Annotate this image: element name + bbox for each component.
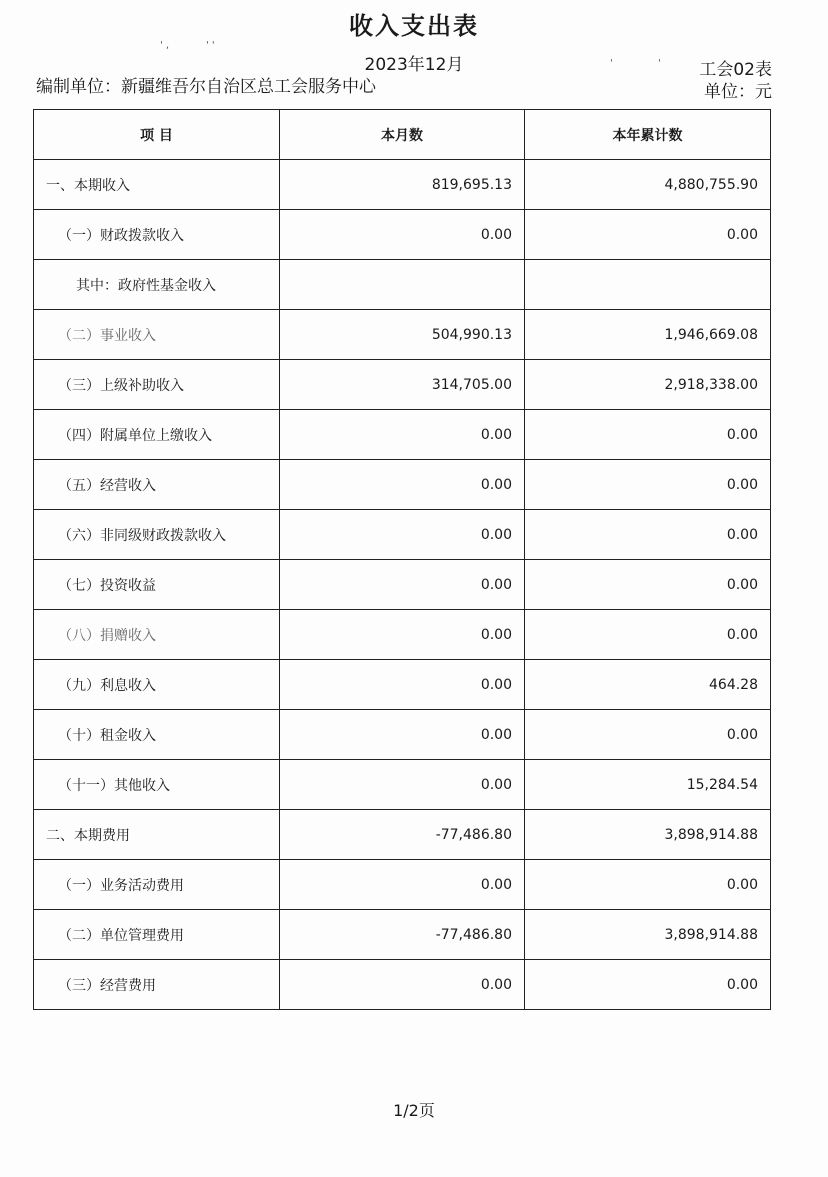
row-month-value: 0.00 — [280, 560, 525, 610]
table-row — [34, 460, 771, 510]
row-ytd-value: 0.00 — [525, 610, 771, 660]
row-month-value: 314,705.00 — [280, 360, 525, 410]
row-item: （八）捐赠收入 — [34, 610, 280, 660]
page-number: 1/2页 — [393, 1101, 435, 1120]
table-row — [34, 360, 771, 410]
row-ytd-value: 0.00 — [525, 560, 771, 610]
row-ytd-value: 15,284.54 — [525, 760, 771, 810]
row-ytd-value: 0.00 — [525, 510, 771, 560]
table-row — [34, 560, 771, 610]
table-row — [34, 710, 771, 760]
table-header-row — [34, 110, 771, 160]
table-row — [34, 860, 771, 910]
row-item: （三）上级补助收入 — [34, 360, 280, 410]
row-item: （三）经营费用 — [34, 960, 280, 1010]
row-item: （十一）其他收入 — [34, 760, 280, 810]
row-ytd-value: 0.00 — [525, 860, 771, 910]
row-item: 一、本期收入 — [34, 160, 280, 210]
row-ytd-value: 0.00 — [525, 460, 771, 510]
table-row — [34, 510, 771, 560]
row-item: （六）非同级财政拨款收入 — [34, 510, 280, 560]
row-month-value: 0.00 — [280, 760, 525, 810]
report-period: 2023年12月 — [364, 55, 464, 75]
row-ytd-value: 464.28 — [525, 660, 771, 710]
row-month-value: -77,486.80 — [280, 810, 525, 860]
row-item: （七）投资收益 — [34, 560, 280, 610]
row-ytd-value: 0.00 — [525, 710, 771, 760]
row-month-value: 0.00 — [280, 410, 525, 460]
table-row — [34, 210, 771, 260]
scan-speck: ' , — [160, 40, 170, 51]
column-header-ytd: 本年累计数 — [525, 110, 771, 160]
row-item: （一）财政拨款收入 — [34, 210, 280, 260]
row-month-value: 0.00 — [280, 510, 525, 560]
org-label: 编制单位：新疆维吾尔自治区总工会服务中心 — [36, 77, 376, 97]
column-header-month: 本月数 — [280, 110, 525, 160]
income-expense-table — [33, 109, 771, 1010]
table-row — [34, 760, 771, 810]
scan-speck: ' ' — [206, 40, 215, 51]
row-item: （十）租金收入 — [34, 710, 280, 760]
row-ytd-value: 3,898,914.88 — [525, 910, 771, 960]
row-month-value: 0.00 — [280, 860, 525, 910]
unit-label: 单位：元 — [704, 82, 772, 102]
row-ytd-value: 0.00 — [525, 960, 771, 1010]
row-item: （九）利息收入 — [34, 660, 280, 710]
row-ytd-value: 0.00 — [525, 210, 771, 260]
row-month-value: 0.00 — [280, 610, 525, 660]
row-month-value: 0.00 — [280, 660, 525, 710]
row-ytd-value — [525, 260, 771, 310]
row-item: 二、本期费用 — [34, 810, 280, 860]
row-item: （五）经营收入 — [34, 460, 280, 510]
row-month-value: 0.00 — [280, 210, 525, 260]
row-ytd-value: 2,918,338.00 — [525, 360, 771, 410]
row-month-value: 0.00 — [280, 710, 525, 760]
column-header-item: 项 目 — [34, 110, 280, 160]
table-row — [34, 960, 771, 1010]
row-item: （二）事业收入 — [34, 310, 280, 360]
table-row — [34, 660, 771, 710]
table-row — [34, 260, 771, 310]
scan-speck: ' — [610, 58, 613, 69]
row-item: （二）单位管理费用 — [34, 910, 280, 960]
row-month-value: -77,486.80 — [280, 910, 525, 960]
row-ytd-value: 0.00 — [525, 410, 771, 460]
table-row — [34, 910, 771, 960]
report-title: 收入支出表 — [349, 12, 479, 40]
row-ytd-value: 1,946,669.08 — [525, 310, 771, 360]
row-item: （一）业务活动费用 — [34, 860, 280, 910]
table-row — [34, 810, 771, 860]
row-month-value: 0.00 — [280, 960, 525, 1010]
row-item: 其中：政府性基金收入 — [34, 260, 280, 310]
row-item: （四）附属单位上缴收入 — [34, 410, 280, 460]
table-row — [34, 410, 771, 460]
row-month-value: 819,695.13 — [280, 160, 525, 210]
form-code: 工会02表 — [699, 60, 772, 80]
row-ytd-value: 4,880,755.90 — [525, 160, 771, 210]
row-month-value: 0.00 — [280, 460, 525, 510]
row-month-value — [280, 260, 525, 310]
table-row — [34, 310, 771, 360]
row-ytd-value: 3,898,914.88 — [525, 810, 771, 860]
scan-speck: ' — [658, 58, 661, 69]
row-month-value: 504,990.13 — [280, 310, 525, 360]
table-row — [34, 160, 771, 210]
table-row — [34, 610, 771, 660]
